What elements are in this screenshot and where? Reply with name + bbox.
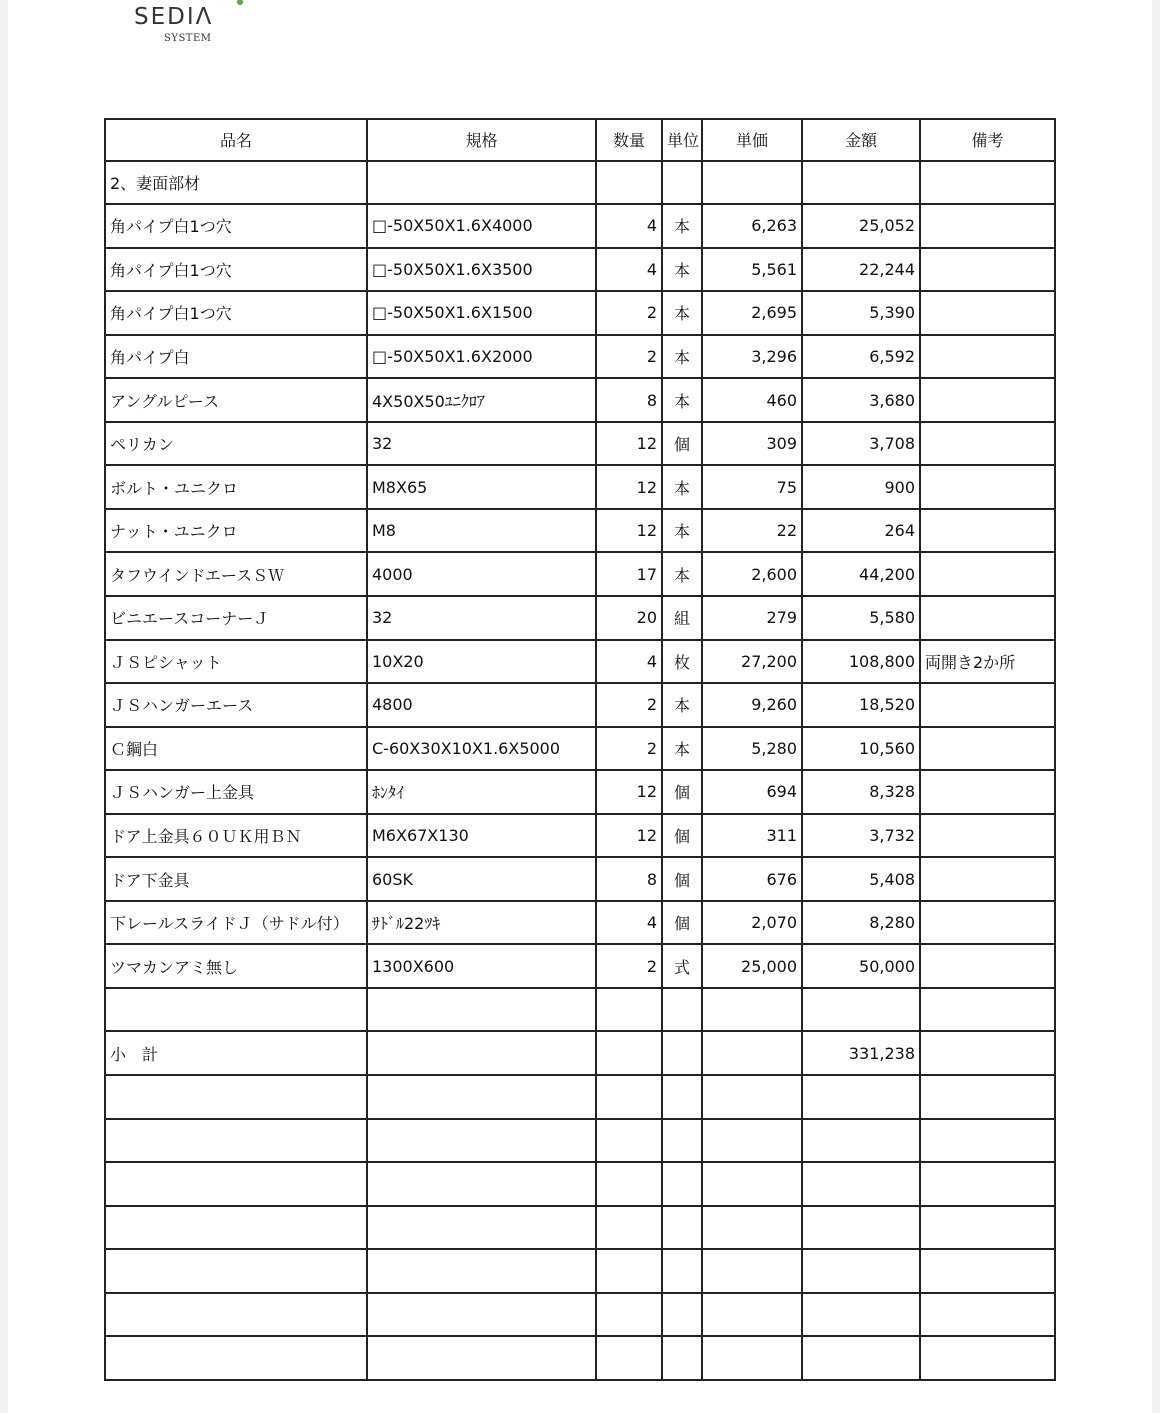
quantity-cell [596, 161, 662, 205]
unit-price-cell: 2,600 [702, 552, 802, 596]
table-row [105, 1293, 1055, 1337]
amount-cell: 331,238 [802, 1031, 920, 1075]
amount-cell: 6,592 [802, 335, 920, 379]
unit-cell [662, 1162, 702, 1206]
unit-price-cell: 2,695 [702, 291, 802, 335]
amount-cell [802, 1249, 920, 1293]
logo-wordmark: SEDIΛ [134, 4, 214, 30]
note-cell [920, 857, 1055, 901]
note-cell [920, 944, 1055, 988]
logo-subtitle: SYSTEM [164, 33, 212, 44]
unit-price-cell: 75 [702, 465, 802, 509]
spec-cell [367, 1293, 596, 1337]
note-cell [920, 988, 1055, 1032]
table-row [105, 1162, 1055, 1206]
table-row [105, 1031, 1055, 1075]
estimate-table [104, 118, 1056, 1381]
note-cell [920, 204, 1055, 248]
unit-cell [662, 1031, 702, 1075]
header-amount: 金額 [802, 119, 920, 161]
unit-cell [662, 1249, 702, 1293]
unit-price-cell [702, 161, 802, 205]
note-cell [920, 770, 1055, 814]
quantity-cell: 2 [596, 335, 662, 379]
table-row [105, 1206, 1055, 1250]
table-row [105, 1075, 1055, 1119]
item-name-cell [105, 1119, 367, 1163]
item-name-cell: ボルト・ユニクロ [105, 465, 367, 509]
spec-cell: 32 [367, 422, 596, 466]
header-spec: 規格 [367, 119, 596, 161]
quantity-cell: 12 [596, 814, 662, 858]
spec-cell: 4000 [367, 552, 596, 596]
table-row [105, 683, 1055, 727]
item-name-cell [105, 1249, 367, 1293]
amount-cell [802, 1075, 920, 1119]
quantity-cell [596, 1336, 662, 1380]
logo-leaf-icon [237, 0, 243, 5]
unit-price-cell: 676 [702, 857, 802, 901]
unit-price-cell [702, 1075, 802, 1119]
unit-price-cell: 311 [702, 814, 802, 858]
quantity-cell: 4 [596, 901, 662, 945]
unit-price-cell [702, 988, 802, 1032]
note-cell: 両開き2か所 [920, 640, 1055, 684]
item-name-cell: ドア上金具６０ＵＫ用ＢＮ [105, 814, 367, 858]
table-body [105, 161, 1055, 1381]
quantity-cell: 4 [596, 640, 662, 684]
note-cell [920, 248, 1055, 292]
amount-cell: 3,732 [802, 814, 920, 858]
spec-cell: 4800 [367, 683, 596, 727]
quantity-cell: 2 [596, 944, 662, 988]
amount-cell: 8,328 [802, 770, 920, 814]
amount-cell: 8,280 [802, 901, 920, 945]
unit-cell: 個 [662, 422, 702, 466]
item-name-cell: ペリカン [105, 422, 367, 466]
table-row [105, 770, 1055, 814]
unit-cell [662, 1206, 702, 1250]
amount-cell: 108,800 [802, 640, 920, 684]
table-row [105, 335, 1055, 379]
unit-price-cell: 25,000 [702, 944, 802, 988]
item-name-cell: 2、妻面部材 [105, 161, 367, 205]
header-row [105, 119, 1055, 161]
unit-price-cell: 9,260 [702, 683, 802, 727]
unit-price-cell [702, 1162, 802, 1206]
unit-price-cell [702, 1293, 802, 1337]
quantity-cell: 4 [596, 248, 662, 292]
unit-price-cell [702, 1031, 802, 1075]
item-name-cell [105, 988, 367, 1032]
note-cell [920, 1119, 1055, 1163]
note-cell [920, 727, 1055, 771]
unit-cell: 個 [662, 857, 702, 901]
item-name-cell: 下レールスライドＪ（サドル付） [105, 901, 367, 945]
unit-price-cell: 5,280 [702, 727, 802, 771]
spec-cell: ﾎﾝﾀｲ [367, 770, 596, 814]
header-unit: 単位 [662, 119, 702, 161]
quantity-cell: 20 [596, 596, 662, 640]
quantity-cell [596, 1293, 662, 1337]
table-row [105, 1249, 1055, 1293]
table-row [105, 161, 1055, 205]
amount-cell: 22,244 [802, 248, 920, 292]
unit-cell [662, 988, 702, 1032]
note-cell [920, 1293, 1055, 1337]
spec-cell: M6X67X130 [367, 814, 596, 858]
unit-price-cell: 6,263 [702, 204, 802, 248]
unit-cell: 本 [662, 509, 702, 553]
item-name-cell: ビニエースコーナーＪ [105, 596, 367, 640]
spec-cell [367, 1336, 596, 1380]
amount-cell: 3,708 [802, 422, 920, 466]
table-row [105, 727, 1055, 771]
unit-cell: 本 [662, 378, 702, 422]
amount-cell: 10,560 [802, 727, 920, 771]
unit-cell: 式 [662, 944, 702, 988]
note-cell [920, 1031, 1055, 1075]
quantity-cell: 2 [596, 291, 662, 335]
amount-cell: 50,000 [802, 944, 920, 988]
table-row [105, 944, 1055, 988]
item-name-cell: 小 計 [105, 1031, 367, 1075]
spec-cell: □-50X50X1.6X4000 [367, 204, 596, 248]
spec-cell [367, 1206, 596, 1250]
unit-cell [662, 1075, 702, 1119]
table-row [105, 422, 1055, 466]
header-note: 備考 [920, 119, 1055, 161]
table-row [105, 988, 1055, 1032]
item-name-cell [105, 1075, 367, 1119]
item-name-cell: 角パイプ白1つ穴 [105, 248, 367, 292]
amount-cell: 5,580 [802, 596, 920, 640]
note-cell [920, 161, 1055, 205]
unit-cell: 本 [662, 291, 702, 335]
spec-cell: C-60X30X10X1.6X5000 [367, 727, 596, 771]
table-row [105, 857, 1055, 901]
quantity-cell: 8 [596, 857, 662, 901]
note-cell [920, 1162, 1055, 1206]
unit-price-cell: 22 [702, 509, 802, 553]
unit-price-cell: 5,561 [702, 248, 802, 292]
spec-cell [367, 1031, 596, 1075]
note-cell [920, 1206, 1055, 1250]
amount-cell: 44,200 [802, 552, 920, 596]
unit-price-cell: 279 [702, 596, 802, 640]
table-row [105, 1119, 1055, 1163]
item-name-cell [105, 1206, 367, 1250]
spec-cell [367, 1249, 596, 1293]
unit-cell: 本 [662, 204, 702, 248]
quantity-cell [596, 1119, 662, 1163]
table-row [105, 901, 1055, 945]
item-name-cell: ＪＳピシャット [105, 640, 367, 684]
amount-cell: 5,408 [802, 857, 920, 901]
spec-cell: 60SK [367, 857, 596, 901]
note-cell [920, 814, 1055, 858]
item-name-cell: ＪＳハンガーエース [105, 683, 367, 727]
spec-cell: ｻﾄﾞﾙ22ﾂｷ [367, 901, 596, 945]
spec-cell [367, 988, 596, 1032]
note-cell [920, 901, 1055, 945]
header-name: 品名 [105, 119, 367, 161]
unit-cell [662, 1119, 702, 1163]
quantity-cell: 17 [596, 552, 662, 596]
note-cell [920, 335, 1055, 379]
spec-cell: □-50X50X1.6X3500 [367, 248, 596, 292]
note-cell [920, 378, 1055, 422]
amount-cell: 264 [802, 509, 920, 553]
table-row [105, 378, 1055, 422]
unit-cell: 個 [662, 814, 702, 858]
table-row [105, 248, 1055, 292]
item-name-cell [105, 1293, 367, 1337]
unit-cell: 枚 [662, 640, 702, 684]
note-cell [920, 465, 1055, 509]
quantity-cell [596, 988, 662, 1032]
note-cell [920, 1336, 1055, 1380]
unit-cell: 組 [662, 596, 702, 640]
item-name-cell: ドア下金具 [105, 857, 367, 901]
quantity-cell: 12 [596, 509, 662, 553]
table-row [105, 509, 1055, 553]
item-name-cell: 角パイプ白 [105, 335, 367, 379]
unit-cell: 個 [662, 770, 702, 814]
note-cell [920, 683, 1055, 727]
table-row [105, 596, 1055, 640]
item-name-cell [105, 1162, 367, 1206]
table-row [105, 465, 1055, 509]
quantity-cell [596, 1075, 662, 1119]
quantity-cell [596, 1249, 662, 1293]
spec-cell: M8X65 [367, 465, 596, 509]
amount-cell: 18,520 [802, 683, 920, 727]
unit-price-cell: 309 [702, 422, 802, 466]
spec-cell: 32 [367, 596, 596, 640]
amount-cell [802, 988, 920, 1032]
unit-cell: 本 [662, 248, 702, 292]
quantity-cell: 2 [596, 683, 662, 727]
unit-price-cell [702, 1206, 802, 1250]
quantity-cell: 12 [596, 422, 662, 466]
amount-cell: 5,390 [802, 291, 920, 335]
table-row [105, 291, 1055, 335]
spec-cell: 4X50X50ﾕﾆｸﾛｱ [367, 378, 596, 422]
quantity-cell: 2 [596, 727, 662, 771]
amount-cell: 900 [802, 465, 920, 509]
unit-price-cell: 27,200 [702, 640, 802, 684]
spec-cell: □-50X50X1.6X1500 [367, 291, 596, 335]
note-cell [920, 291, 1055, 335]
unit-cell: 本 [662, 552, 702, 596]
table-row [105, 814, 1055, 858]
spec-cell [367, 161, 596, 205]
unit-price-cell: 3,296 [702, 335, 802, 379]
amount-cell: 3,680 [802, 378, 920, 422]
note-cell [920, 552, 1055, 596]
quantity-cell: 12 [596, 770, 662, 814]
unit-cell [662, 1336, 702, 1380]
unit-price-cell: 694 [702, 770, 802, 814]
spec-cell: M8 [367, 509, 596, 553]
unit-cell: 個 [662, 901, 702, 945]
quantity-cell [596, 1031, 662, 1075]
item-name-cell: タフウインドエースＳＷ [105, 552, 367, 596]
note-cell [920, 1249, 1055, 1293]
spec-cell: 10X20 [367, 640, 596, 684]
table-row [105, 204, 1055, 248]
note-cell [920, 509, 1055, 553]
unit-price-cell: 2,070 [702, 901, 802, 945]
spec-cell [367, 1075, 596, 1119]
quantity-cell: 4 [596, 204, 662, 248]
quantity-cell [596, 1206, 662, 1250]
item-name-cell: Ｃ鋼白 [105, 727, 367, 771]
unit-cell [662, 161, 702, 205]
item-name-cell [105, 1336, 367, 1380]
spec-cell: □-50X50X1.6X2000 [367, 335, 596, 379]
spec-cell [367, 1162, 596, 1206]
spec-cell: 1300X600 [367, 944, 596, 988]
unit-price-cell [702, 1119, 802, 1163]
unit-cell: 本 [662, 465, 702, 509]
quantity-cell: 12 [596, 465, 662, 509]
unit-cell: 本 [662, 727, 702, 771]
unit-price-cell [702, 1336, 802, 1380]
unit-cell [662, 1293, 702, 1337]
item-name-cell: ツマカンアミ無し [105, 944, 367, 988]
amount-cell [802, 1336, 920, 1380]
unit-price-cell: 460 [702, 378, 802, 422]
unit-price-cell [702, 1249, 802, 1293]
note-cell [920, 422, 1055, 466]
unit-cell: 本 [662, 335, 702, 379]
spec-cell [367, 1119, 596, 1163]
item-name-cell: ナット・ユニクロ [105, 509, 367, 553]
amount-cell [802, 1206, 920, 1250]
company-logo [134, 3, 244, 47]
amount-cell [802, 1293, 920, 1337]
amount-cell [802, 1119, 920, 1163]
item-name-cell: 角パイプ白1つ穴 [105, 291, 367, 335]
note-cell [920, 1075, 1055, 1119]
quantity-cell: 8 [596, 378, 662, 422]
table-row [105, 640, 1055, 684]
item-name-cell: ＪＳハンガー上金具 [105, 770, 367, 814]
amount-cell: 25,052 [802, 204, 920, 248]
amount-cell [802, 1162, 920, 1206]
header-price: 単価 [702, 119, 802, 161]
item-name-cell: 角パイプ白1つ穴 [105, 204, 367, 248]
item-name-cell: アングルピース [105, 378, 367, 422]
quantity-cell [596, 1162, 662, 1206]
table-row [105, 1336, 1055, 1380]
unit-cell: 本 [662, 683, 702, 727]
note-cell [920, 596, 1055, 640]
amount-cell [802, 161, 920, 205]
table-row [105, 552, 1055, 596]
header-qty: 数量 [596, 119, 662, 161]
